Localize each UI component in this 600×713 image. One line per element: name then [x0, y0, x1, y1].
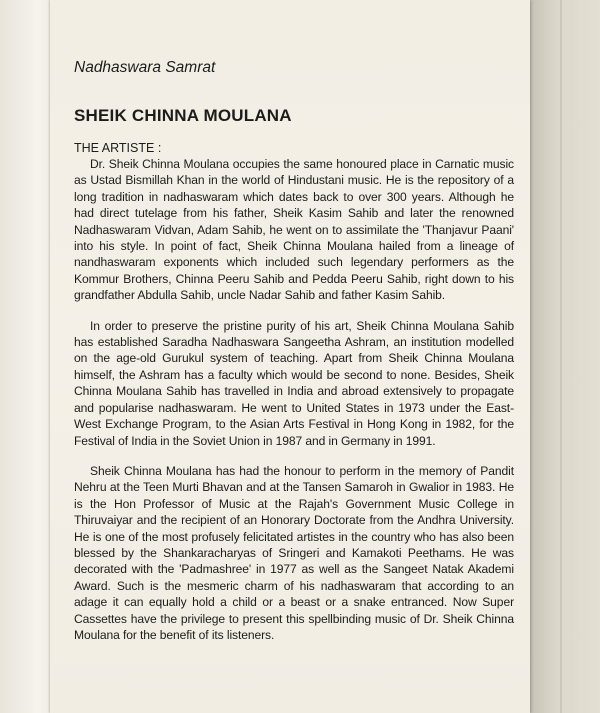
paragraph-3: Sheik Chinna Moulana has had the honour to perform in the memory of Pandit Nehru at the Teen Murti Bhavan and at the Tansen Samaroh in Gwalior in 1983. He is the Hon Professor of Music at the Rajah's Government Music College in Thiruvaiyar and the recipient of an Honorary Doctorate from the Andhra University. He is one of the most profusely felicitated artistes in the country who has also been blessed by the Shankaracharyas of Sringeri and Kamakoti Peethams. He was decorated with the 'Padmashree' in 1977 as well as the Sangeet Natak Akademi Award. Such is the mesmeric charm of his nadhaswaram that according to an adage it can equally hold a child or a beast or a snake entranced. Now Super Cassettes have the privilege to present this spellbinding music of Dr. Sheik Chinna Moulana for the benefit of its listeners.	[74, 463, 514, 642]
paragraph-1: Dr. Sheik Chinna Moulana occupies the same honoured place in Carnatic music as Ustad Bismillah Khan in the world of Hindustani music. He is the repository of a long tradition in nadhaswaram which dates back to over 300 years. Although he had direct tutelage from his father, Sheik Kasim Sahib and later the renowned Nadhaswaram Vidvan, Adam Sahib, he went on to assimilate the 'Thanjavur Paani' into his style. In point of fact, Sheik Chinna Moulana hailed from a lineage of nandhaswaram exponents which included such legendary performers as the Kommur Brothers, Chinna Peeru Sahib and Pedda Peeru Sahib, right down to his grandfather Abdulla Sahib, uncle Nadar Sahib and father Kasim Sahib.	[74, 157, 514, 303]
album-title: Nadhaswara Samrat	[74, 59, 216, 76]
right-background	[530, 0, 600, 713]
section-heading: THE ARTISTE :	[74, 141, 162, 155]
artist-name: SHEIK CHINNA MOULANA	[74, 106, 292, 125]
liner-notes-content	[74, 58, 514, 643]
paragraph-2: In order to preserve the pristine purity of his art, Sheik Chinna Moulana Sahib has established Saradha Nadhaswara Sangeetha Ashram, an institution modelled on the age-old Gurukul system of teaching. Apart from Sheik Chinna Moulana himself, the Ashram has a faculty which would be second to none. Besides, Sheik Chinna Moulana Sahib has travelled in India and abroad extensively to propagate and popularise nadhaswaram. He went to United States in 1973 under the East-West Exchange Program, to the Asian Arts Festival in Hong Kong in 1982, for the Festival of India in the Soviet Union in 1987 and in Germany in 1991.	[74, 318, 514, 448]
cover-fold-line	[560, 0, 562, 713]
